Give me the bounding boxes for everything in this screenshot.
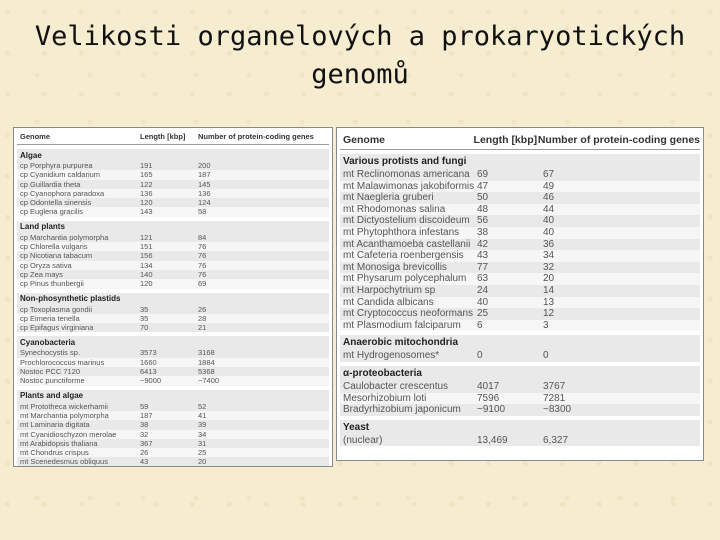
- table-row: [17, 314, 329, 323]
- table-row: [17, 305, 329, 314]
- genome-length: 3573: [140, 348, 157, 358]
- genome-length: 24: [477, 284, 489, 296]
- genome-length: 187: [140, 410, 153, 420]
- table-row: [340, 350, 700, 362]
- table-row: [17, 411, 329, 420]
- table-row: [340, 308, 700, 320]
- genome-length: 120: [140, 279, 153, 289]
- gene-count: 34: [198, 429, 207, 439]
- genome-length: ~9000: [140, 376, 162, 386]
- section-rows: [340, 381, 700, 416]
- right-table-body: [340, 150, 700, 446]
- section-heading: Various protists and fungi: [340, 154, 700, 169]
- gene-count: 136: [198, 188, 211, 198]
- table-row: [340, 239, 700, 251]
- genome-name: cp Cyanophora paradoxa: [20, 188, 105, 198]
- genome-length: 43: [140, 457, 149, 467]
- genome-length: 70: [140, 323, 149, 333]
- table-row: [17, 251, 329, 260]
- table-row: [17, 207, 329, 216]
- table-row: [17, 358, 329, 367]
- section-rows: [17, 402, 329, 467]
- gene-count: 20: [543, 273, 555, 285]
- gene-count: 76: [198, 242, 207, 252]
- genome-name: mt Laminaria digitata: [20, 420, 90, 430]
- genome-length: 6413: [140, 367, 157, 377]
- genome-length: 0: [477, 350, 483, 362]
- table-row: [17, 279, 329, 288]
- gene-count: 40: [543, 226, 555, 238]
- genome-length: 134: [140, 260, 153, 270]
- gene-count: 5368: [198, 367, 215, 377]
- gene-count: 49: [543, 180, 555, 192]
- table-row: [17, 161, 329, 170]
- section-heading: Land plants: [17, 221, 329, 233]
- genome-name: mt Rhodomonas salina: [343, 203, 446, 215]
- table-row: [340, 404, 700, 416]
- genome-length: 42: [477, 238, 489, 250]
- genome-name: Prochlorococcus marinus: [20, 357, 105, 367]
- genome-length: 143: [140, 207, 153, 217]
- genome-length: 56: [477, 215, 489, 227]
- genome-length: ~9100: [477, 404, 506, 416]
- genome-length: 191: [140, 161, 153, 170]
- left-table-body: [17, 145, 329, 467]
- gene-count: 28: [198, 313, 207, 323]
- genome-length: 63: [477, 273, 489, 285]
- genome-name: mt Arabidopsis thaliana: [20, 438, 98, 448]
- genome-length: 50: [477, 192, 489, 204]
- genome-name: Bradyrhizobium japonicum: [343, 404, 461, 416]
- header-genome: Genome: [343, 133, 386, 146]
- table-row: [17, 170, 329, 179]
- table-row: [340, 393, 700, 405]
- table-row: [17, 457, 329, 466]
- section-rows: [340, 169, 700, 331]
- genome-length: 121: [140, 232, 153, 242]
- right-table-header: [340, 130, 700, 150]
- gene-count: ~8300: [543, 404, 572, 416]
- genome-length: 40: [477, 296, 489, 308]
- genome-name: Caulobacter crescentus: [343, 380, 449, 392]
- table-row: [17, 439, 329, 448]
- gene-count: 14: [543, 284, 555, 296]
- gene-count: 84: [198, 232, 207, 242]
- genome-length: 13,469: [477, 434, 508, 446]
- table-row: [17, 233, 329, 242]
- table-row: [340, 181, 700, 193]
- genome-name: Nostoc punctiforme: [20, 376, 85, 386]
- section-heading: Plants and algae: [17, 390, 329, 402]
- table-row: [17, 430, 329, 439]
- genome-length: 69: [477, 169, 489, 180]
- genome-name: Synechocystis sp.: [20, 348, 81, 358]
- title-line-2: genomů: [311, 59, 409, 90]
- genome-length: 136: [140, 188, 153, 198]
- gene-count: 0: [543, 350, 549, 362]
- genome-name: mt Cyanidioschyzon merolae: [20, 429, 117, 439]
- genome-name: cp Epifagus virginiana: [20, 323, 94, 333]
- gene-count: 124: [198, 198, 211, 208]
- genome-name: mt Monosiga brevicollis: [343, 261, 447, 273]
- genome-name: mt Cryptococcus neoformans: [343, 308, 474, 320]
- table-row: [340, 273, 700, 285]
- genome-name: Mesorhizobium loti: [343, 392, 427, 404]
- table-row: [340, 169, 700, 181]
- section-rows: [340, 435, 700, 447]
- gene-count: 67: [543, 169, 555, 180]
- section-heading: Cyanobacteria: [17, 336, 329, 348]
- genome-name: cp Guillardia theta: [20, 179, 81, 189]
- genome-length: 48: [477, 203, 489, 215]
- genome-name: mt Phytophthora infestans: [343, 226, 460, 238]
- gene-count: ~7400: [198, 376, 220, 386]
- genome-length: 151: [140, 242, 153, 252]
- section-rows: [17, 233, 329, 289]
- table-row: [340, 250, 700, 262]
- genome-name: mt Naegleria gruberi: [343, 192, 434, 204]
- gene-count: 44: [543, 203, 555, 215]
- genome-length: 120: [140, 198, 153, 208]
- header-length: Length [kbp]: [473, 133, 538, 146]
- genome-length: 26: [140, 448, 149, 458]
- genome-name: (nuclear): [343, 434, 383, 446]
- slide-title: [0, 18, 720, 94]
- section-rows: [340, 350, 700, 362]
- genome-length: 38: [477, 226, 489, 238]
- gene-count: 200: [198, 161, 211, 170]
- gene-count: 39: [198, 420, 207, 430]
- table-row: [340, 381, 700, 393]
- genome-length: 7596: [477, 392, 500, 404]
- genome-name: cp Eimeria tenella: [20, 313, 80, 323]
- gene-count: 32: [543, 261, 555, 273]
- genome-name: cp Nicotiana tabacum: [20, 251, 93, 261]
- genome-name: cp Oryza sativa: [20, 260, 72, 270]
- section-heading: Anaerobic mitochondria: [340, 335, 700, 350]
- genome-name: mt Scenedesmus obliquus: [20, 457, 108, 467]
- table-row: [17, 270, 329, 279]
- gene-count: 34: [543, 250, 555, 262]
- table-row: [17, 180, 329, 189]
- genome-name: mt Acanthamoeba castellanii: [343, 238, 471, 250]
- table-row: [17, 367, 329, 376]
- table-row: [340, 297, 700, 309]
- genome-length: 59: [140, 401, 149, 411]
- genome-name: cp Marchantia polymorpha: [20, 232, 109, 242]
- genome-name: mt Candida albicans: [343, 296, 434, 308]
- genome-name: mt Cafeteria roenbergensis: [343, 250, 464, 262]
- genome-length: 32: [140, 429, 149, 439]
- right-genome-table: [336, 127, 704, 461]
- left-genome-table: [13, 127, 333, 467]
- gene-count: 145: [198, 179, 211, 189]
- genome-length: 43: [477, 250, 489, 262]
- genome-name: mt Prototheca wickerhamii: [20, 401, 108, 411]
- gene-count: 46: [543, 192, 555, 204]
- gene-count: 1884: [198, 357, 215, 367]
- gene-count: 76: [198, 269, 207, 279]
- genome-length: 77: [477, 261, 489, 273]
- genome-name: cp Chlorella vulgaris: [20, 242, 88, 252]
- table-row: [340, 192, 700, 204]
- gene-count: 6,327: [543, 434, 569, 446]
- table-row: [340, 204, 700, 216]
- gene-count: 26: [198, 304, 207, 314]
- genome-name: cp Cyanidium caldarium: [20, 170, 101, 180]
- genome-name: cp Odontella sinensis: [20, 198, 92, 208]
- table-row: [17, 198, 329, 207]
- table-row: [17, 323, 329, 332]
- gene-count: 40: [543, 215, 555, 227]
- gene-count: 76: [198, 251, 207, 261]
- section-heading: Yeast: [340, 420, 700, 435]
- left-table-header: [17, 129, 329, 145]
- genome-name: cp Toxoplasma gondii: [20, 304, 92, 314]
- genome-name: mt Dictyostelium discoideum: [343, 215, 470, 227]
- table-row: [17, 348, 329, 357]
- genome-name: mt Reclinomonas americana: [343, 169, 470, 180]
- genome-name: mt Marchantia polymorpha: [20, 410, 109, 420]
- gene-count: 20: [198, 457, 207, 467]
- gene-count: 25: [198, 448, 207, 458]
- table-row: [340, 320, 700, 332]
- gene-count: 69: [198, 279, 207, 289]
- genome-name: cp Euglena gracilis: [20, 207, 83, 217]
- genome-name: mt Harpochytrium sp: [343, 284, 436, 296]
- genome-length: 6: [477, 319, 483, 331]
- genome-name: mt Chondrus crispus: [20, 448, 89, 458]
- gene-count: 12: [543, 308, 555, 320]
- table-row: [340, 435, 700, 447]
- table-row: [340, 227, 700, 239]
- gene-count: 187: [198, 170, 211, 180]
- genome-length: 367: [140, 438, 153, 448]
- table-row: [17, 261, 329, 270]
- gene-count: 31: [198, 438, 207, 448]
- gene-count: 21: [198, 323, 207, 333]
- section-rows: [17, 305, 329, 333]
- genome-name: mt Physarum polycephalum: [343, 273, 467, 285]
- section-heading: Algae: [17, 149, 329, 161]
- genome-length: 156: [140, 251, 153, 261]
- genome-length: 38: [140, 420, 149, 430]
- table-row: [17, 242, 329, 251]
- genome-name: cp Porphyra purpurea: [20, 161, 93, 170]
- genome-length: 35: [140, 313, 149, 323]
- title-line-1: Velikosti organelových a prokaryotických: [34, 21, 686, 52]
- gene-count: 58: [198, 207, 207, 217]
- gene-count: 76: [198, 260, 207, 270]
- section-heading: α-proteobacteria: [340, 366, 700, 381]
- genome-name: mt Hydrogenosomes*: [343, 350, 440, 362]
- table-row: [17, 189, 329, 198]
- gene-count: 36: [543, 238, 555, 250]
- section-heading: Non-phosynthetic plastids: [17, 293, 329, 305]
- genome-name: mt Malawimonas jakobiformis: [343, 180, 475, 192]
- section-rows: [17, 161, 329, 217]
- table-row: [17, 376, 329, 385]
- genome-length: 25: [477, 308, 489, 320]
- gene-count: 52: [198, 401, 207, 411]
- gene-count: 7281: [543, 392, 566, 404]
- gene-count: 3767: [543, 380, 566, 392]
- section-rows: [17, 348, 329, 385]
- genome-length: 35: [140, 304, 149, 314]
- gene-count: 41: [198, 410, 207, 420]
- gene-count: 3: [543, 319, 549, 331]
- table-row: [17, 448, 329, 457]
- genome-length: 4017: [477, 380, 500, 392]
- genome-length: 47: [477, 180, 489, 192]
- table-row: [17, 402, 329, 411]
- gene-count: 13: [543, 296, 555, 308]
- genome-name: Nostoc PCC 7120: [20, 367, 81, 377]
- table-row: [340, 215, 700, 227]
- genome-name: mt Plasmodium falciparum: [343, 319, 461, 331]
- genome-length: 1660: [140, 357, 157, 367]
- table-row: [17, 420, 329, 429]
- header-length: Length [kbp]: [140, 132, 186, 141]
- genome-name: cp Zea mays: [20, 269, 63, 279]
- genome-length: 122: [140, 179, 153, 189]
- header-gene-count: Number of protein-coding genes: [198, 132, 314, 141]
- header-gene-count: Number of protein-coding genes: [537, 133, 700, 146]
- table-row: [340, 262, 700, 274]
- gene-count: 3168: [198, 348, 215, 358]
- table-row: [340, 285, 700, 297]
- genome-length: 140: [140, 269, 153, 279]
- header-genome: Genome: [20, 132, 51, 141]
- genome-name: cp Pinus thunbergii: [20, 279, 84, 289]
- genome-length: 165: [140, 170, 153, 180]
